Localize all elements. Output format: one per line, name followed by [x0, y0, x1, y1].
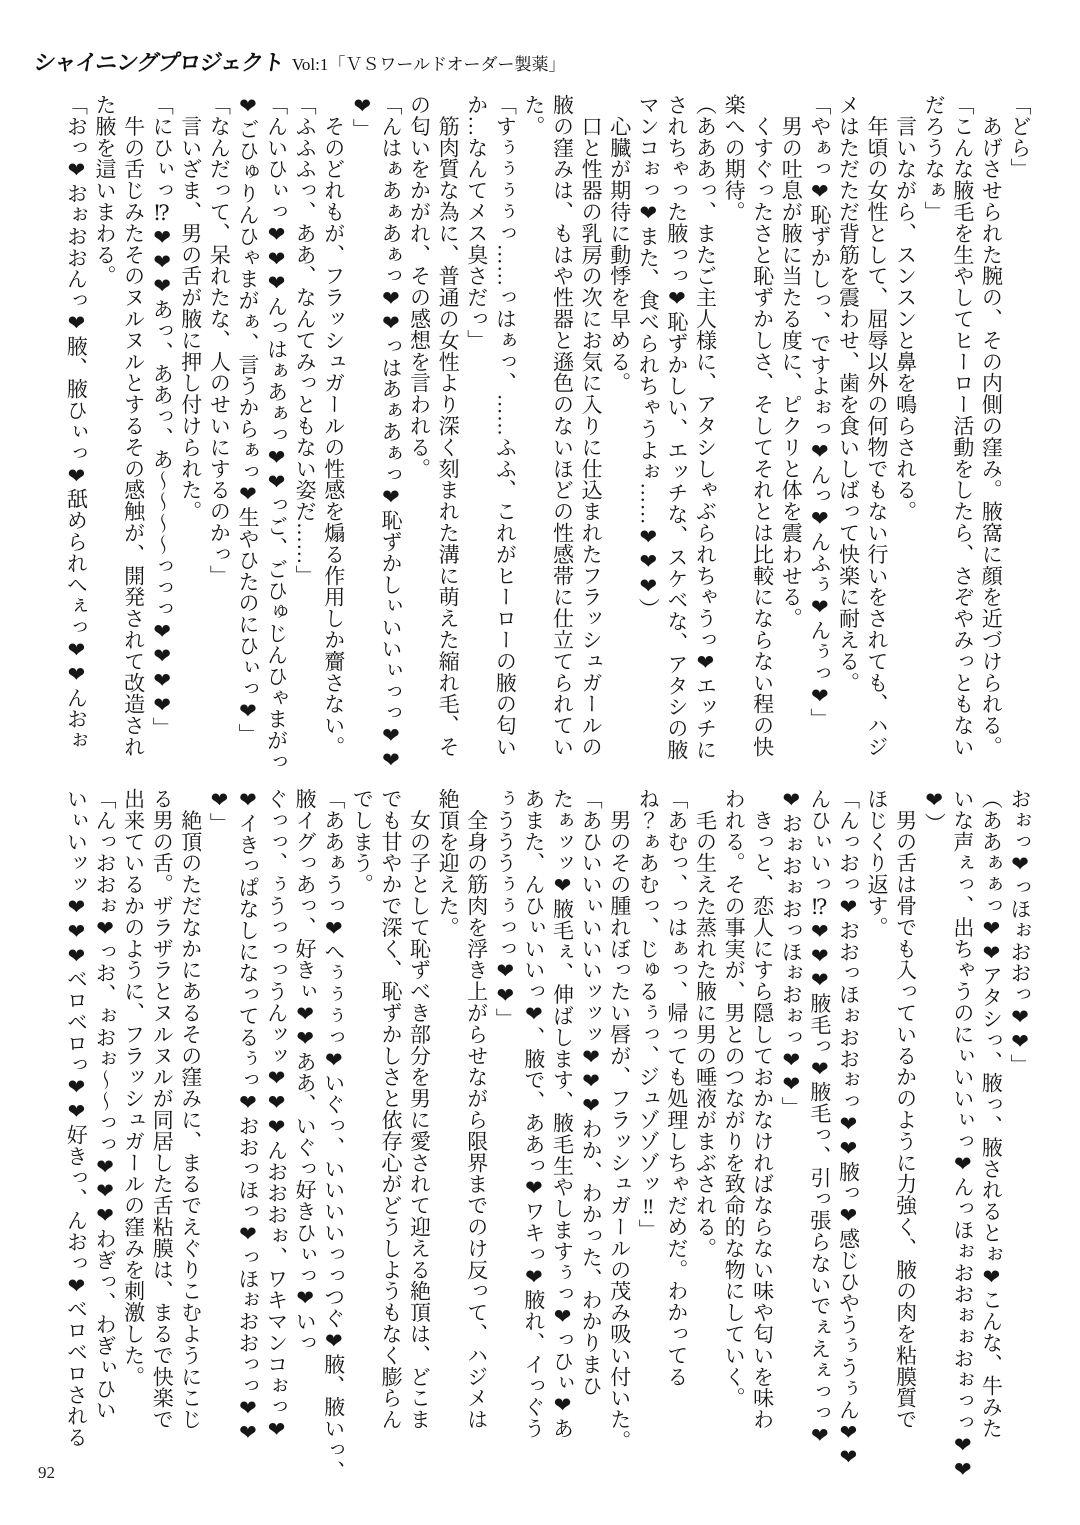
- text-column: 「んいひぃっ❤❤❤んっはぁあぁっ❤❤っご、ごひゅじんひゃまがっ: [264, 94, 289, 773]
- text-column: 「んっおおぉ❤っお、ぉおぉ〜〜っっ❤❤❤わぎっ、わぎぃひい: [93, 788, 117, 1421]
- text-column: おぉっ❤っほぉおおっ❤❤」: [1008, 788, 1032, 1076]
- text-column: 毛の生えた蒸れた腋に男の唾液がまぶされる。: [693, 788, 718, 1259]
- text-column: ❤」: [207, 788, 232, 834]
- text-column: 「すぅぅぅぅっ……っはぁっ、……ふふ、これがヒーローの腋の匂い: [493, 94, 518, 758]
- text-column: （あああっ、またご主人様に、アタシしゃぶられちゃうっ❤エッチに: [693, 94, 718, 761]
- text-column: 「んっおっ❤おおっほぉおおぉっ❤❤腋っ❤感じひやうぅうぅん❤❤: [836, 788, 861, 1470]
- text-column: 年頃の女性として、屈辱以外の何物でもない行いをされても、ハジ: [865, 94, 890, 758]
- text-column: 口と性器の乳房の次にお気に入りに仕込まれたフラッシュガールの: [579, 94, 604, 758]
- text-column: 出来ているかのように、フラッシュガールの窪みを刺激した。: [121, 788, 146, 1388]
- text-column: 「おっ❤おぉおおんっ❤腋、腋ひぃっ❤舐められへぇっ❤❤んおぉ: [64, 94, 89, 751]
- page-number: 92: [38, 1463, 55, 1482]
- text-column: たぁッッ❤腋毛ぇ、伸ばします、腋毛生やしますぅっ❤っひぃ❤あ: [550, 788, 575, 1439]
- text-column: ぐっっ、ぅうっっっうんッッ❤❤❤んおおおぉ、ワキマンコぉっ❤: [264, 788, 289, 1442]
- text-column: だろうなぁ」: [922, 94, 947, 223]
- text-column: 男のその腫れぼったい唇が、フラッシュガールの茂み吸い付いた。: [607, 788, 632, 1452]
- text-column: ❤）: [922, 788, 947, 834]
- top-text-block: [62, 94, 1034, 774]
- text-column: ❤ごひゅりんひゃまがぁ、言うからぁっ❤生やひたのにひぃっ❤」: [235, 94, 260, 745]
- text-column: でも甘やかで深く、恥ずかしさと依存心がどうしようもなく膨らん: [378, 788, 403, 1430]
- text-column: ぅうううぅぅっっ❤❤」: [493, 788, 518, 1030]
- text-column: 「あひいいぃいいいッッッ❤❤❤わか、わかった、わかりまひ: [579, 788, 604, 1397]
- text-column: 男の吐息が腋に当たる度に、ピクリと体を震わせる。: [779, 94, 804, 629]
- text-column: でしまう。: [350, 788, 375, 895]
- text-column: 言いざま、男の舌が腋に押し付けられた。: [178, 94, 203, 522]
- volume-title: Vol:1「ＶＳワールドオーダー製薬」: [291, 55, 566, 74]
- page-header: [31, 46, 566, 77]
- text-column: 「んはぁあぁあぁっ❤❤っはあぁあぁっ❤恥ずかしぃいいぃっっ❤❤: [378, 94, 403, 773]
- text-column: そのどれもが、フラッシュガールの性感を煽る作用しか齎さない。: [321, 94, 346, 758]
- text-column: た。: [521, 94, 546, 137]
- text-column: いな声ぇっ、出ちゃうのにぃいいぃっ❤んっほぉおおぉぉおぉっっ❤❤: [950, 788, 975, 1482]
- text-column: 「にひぃっ⁉❤❤❤あっ、ああっ、あ〜〜〜〜っっっ❤❤❤❤」: [150, 94, 175, 739]
- text-column: あまた、んひぃいいっ❤、腋で、ああっ❤ワキっ❤腋れ、イっぐう: [521, 788, 546, 1439]
- text-column: あげさせられた腕の、その内側の窪み。腋窩に顔を近づけられる。: [979, 94, 1004, 758]
- text-column: ❤」: [350, 94, 375, 140]
- text-column: 「どら」: [1008, 94, 1032, 180]
- text-column: されちゃった腋っっ❤恥ずかしい、エッチな、スケベな、アタシの腋: [664, 94, 689, 761]
- text-column: る男の舌。ザラザラとヌルヌルが同居した舌粘膜は、まるで快楽で: [150, 788, 175, 1430]
- text-column: 楽への期待。: [722, 94, 747, 223]
- text-column: ❤イきっぱなしになってるぅっ❤おおっほっ❤っほぉおおっっ❤❤: [235, 788, 260, 1445]
- text-column: 女の子として恥ずべき部分を男に愛されて迎える絶頂は、どこま: [407, 788, 432, 1430]
- text-column: 腋イグっあっ、好きぃ❤❤ああ、いぐっ好きひぃっ❤いっ: [293, 788, 318, 1354]
- text-column: くすぐったさと恥ずかしさ、そしてそれとは比較にならない程の快: [750, 94, 775, 758]
- text-column: いぃいッッ❤❤❤ベロベロっ❤❤好きっ、んおっ❤ベロベロされる: [64, 788, 89, 1448]
- text-column: の匂いをかがれ、その感想を言われる。: [407, 94, 432, 480]
- series-logo: シャイニングプロジェクト: [31, 51, 286, 76]
- text-column: ね？ぁあむっ、じゅるぅっ、ジュゾゾゾッ‼」: [636, 788, 661, 1241]
- text-column: 絶頂を迎えた。: [436, 788, 461, 938]
- text-column: 「なんだって、呆れたな、人のせいにするのかっ」: [207, 94, 232, 587]
- text-column: 「ああぁうっ❤へぅぅぅっ❤いぐっ、いいいいっっつぐ❤腋、腋いっ、: [321, 788, 346, 1482]
- text-column: 「ふふふっ、ああ、なんてみっともない姿だ……」: [293, 94, 318, 587]
- text-column: メはただただ背筋を震わせ、歯を食いしばって快楽に耐える。: [836, 94, 861, 694]
- text-column: んひぃいっ⁉❤❤❤腋毛っ❤腋毛っ、引っ張らないでぇえぇっっ❤: [807, 788, 832, 1448]
- text-column: きっと、恋人にすら隠しておかなければならない味や匂いを味わ: [750, 788, 775, 1430]
- text-column: か…なんてメス臭さだっ」: [464, 94, 489, 351]
- text-column: 言いながら、スンスンと鼻を鳴らされる。: [893, 94, 918, 522]
- text-column: 腋の窪みは、もはや性器と遜色のないほどの性感帯に仕立てられてい: [550, 94, 575, 758]
- text-column: ほじくり返す。: [865, 788, 890, 938]
- text-column: 「こんな腋毛を生やしてヒーロー活動をしたら、さぞやみっともない: [950, 94, 975, 758]
- bottom-text-block: [62, 788, 1034, 1482]
- text-column: マンコぉっ❤また、食べられちゃうよぉ……❤❤❤）: [636, 94, 661, 620]
- text-column: 絶頂のただなかにあるその窪みに、まるでえぐりこむようにこじ: [178, 788, 203, 1430]
- text-column: 「やぁっ❤恥ずかしっ、ですよぉっ❤んっ❤んふぅ❤んぅっ❤」: [807, 94, 832, 730]
- text-column: 「あむっ、っはぁっ、帰っても処理しちゃだめだ。わかってる: [664, 788, 689, 1388]
- text-column: 牛の舌じみたそのヌルヌルとするその感触が、開発されて改造され: [121, 94, 146, 758]
- text-column: （ああぁぁっ❤❤アタシっ、腋っ、腋されるとぉ❤こんな、牛みた: [979, 788, 1004, 1439]
- text-column: た腋を這いまわる。: [93, 94, 117, 287]
- text-column: ❤おぉおぉおっほぉおぉっ❤❤」: [779, 788, 804, 1118]
- text-column: 全身の筋肉を浮き上がらせながら限界までのけ反って、ハジメは: [464, 788, 489, 1430]
- text-column: 筋肉質な為に、普通の女性より深く刻まれた溝に萌えた縮れ毛、そ: [436, 94, 461, 758]
- text-column: 心臓が期待に動悸を早める。: [607, 94, 632, 394]
- text-column: われる。その事実が、男とのつながりを致命的な物にしていく。: [722, 788, 747, 1409]
- text-column: 男の舌は骨でも入っているかのように力強く、腋の肉を粘膜質で: [893, 788, 918, 1430]
